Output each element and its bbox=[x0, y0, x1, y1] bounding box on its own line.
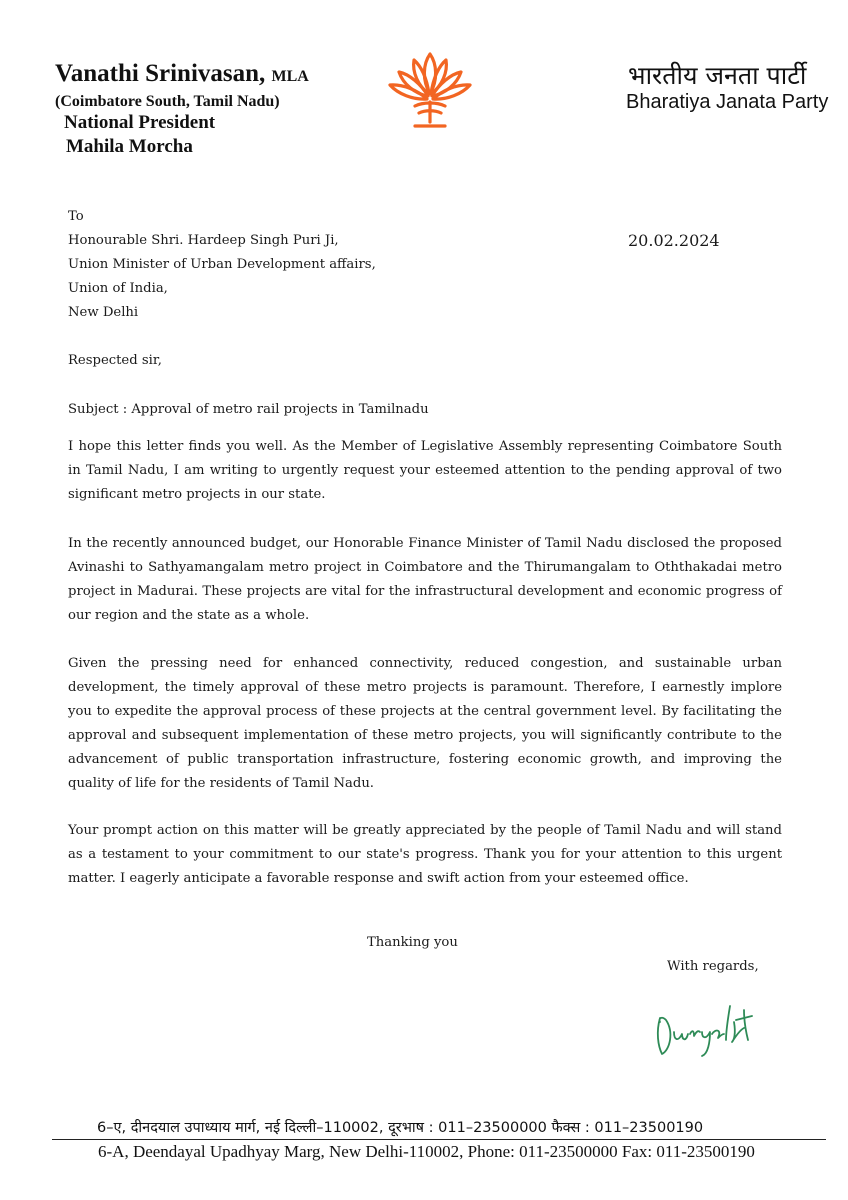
party-name-english: Bharatiya Janata Party bbox=[626, 91, 829, 113]
address-line: New Delhi bbox=[68, 305, 139, 320]
footer-address-hindi: 6–ए, दीनदयाल उपाध्याय मार्ग, नई दिल्ली–110002, दूरभाष : 011–23500000 फैक्स : 011–23500190 bbox=[97, 1120, 704, 1136]
closing-regards: With regards, bbox=[667, 959, 759, 974]
body-paragraph-4: Your prompt action on this matter will be greatly appreciated by the people of Tamil Nadu and will stand as a testament to your commitment to our state's progress. Thank you for your attention to this urgent matter. I eagerly anticipate a favorable response and swift action from your esteemed office. bbox=[68, 823, 782, 886]
body-paragraph-1: I hope this letter finds you well. As the Member of Legislative Assembly representing Coimbatore South in Tamil Nadu, I am writing to urgently request your esteemed attention to the pending approval of two significant metro projects in our state. bbox=[68, 439, 782, 502]
body-paragraph-2: In the recently announced budget, our Honorable Finance Minister of Tamil Nadu disclosed the proposed Avinashi to Sathyamangalam metro project in Coimbatore and the Thirumangalam to Oththakadai metro project in Madurai. These projects are vital for the infrastructural development and economic progress of our region and the state as a whole. bbox=[68, 536, 782, 623]
footer-divider bbox=[52, 1139, 826, 1140]
subject-line: Subject : Approval of metro rail projects in Tamilnadu bbox=[68, 402, 429, 417]
handwritten-signature bbox=[648, 998, 778, 1062]
name-suffix: MLA bbox=[271, 68, 309, 85]
wing-name: Mahila Morcha bbox=[66, 136, 193, 157]
recipient-address bbox=[68, 205, 376, 325]
lotus-logo-icon bbox=[385, 50, 475, 134]
address-line: To bbox=[68, 209, 84, 224]
address-line: Honourable Shri. Hardeep Singh Puri Ji, bbox=[68, 233, 339, 248]
body-paragraph-3: Given the pressing need for enhanced connectivity, reduced congestion, and sustainable urban development, the timely approval of these metro projects is paramount. Therefore, I earnestly implore you to expedite the approval process of these projects at the central government level. By facilitating the approval and subsequent implementation of these metro projects, you will significantly contribute to the advancement of public transportation infrastructure, fostering economic growth, and improving the quality of life for the residents of Tamil Nadu. bbox=[68, 656, 782, 791]
address-line: Union Minister of Urban Development affairs, bbox=[68, 257, 376, 272]
letter-date: 20.02.2024 bbox=[628, 231, 720, 250]
address-line: Union of India, bbox=[68, 281, 168, 296]
constituency: (Coimbatore South, Tamil Nadu) bbox=[55, 93, 280, 110]
footer-address-english: 6-A, Deendayal Upadhyay Marg, New Delhi-110002, Phone: 011-23500000 Fax: 011-23500190 bbox=[98, 1142, 755, 1161]
party-name-hindi: भारतीय जनता पार्टी bbox=[628, 61, 807, 90]
letterhead-name bbox=[55, 60, 309, 88]
closing-thanks: Thanking you bbox=[367, 935, 458, 950]
name-text: Vanathi Srinivasan, bbox=[55, 60, 266, 87]
salutation: Respected sir, bbox=[68, 353, 162, 368]
position-title: National President bbox=[64, 112, 216, 133]
